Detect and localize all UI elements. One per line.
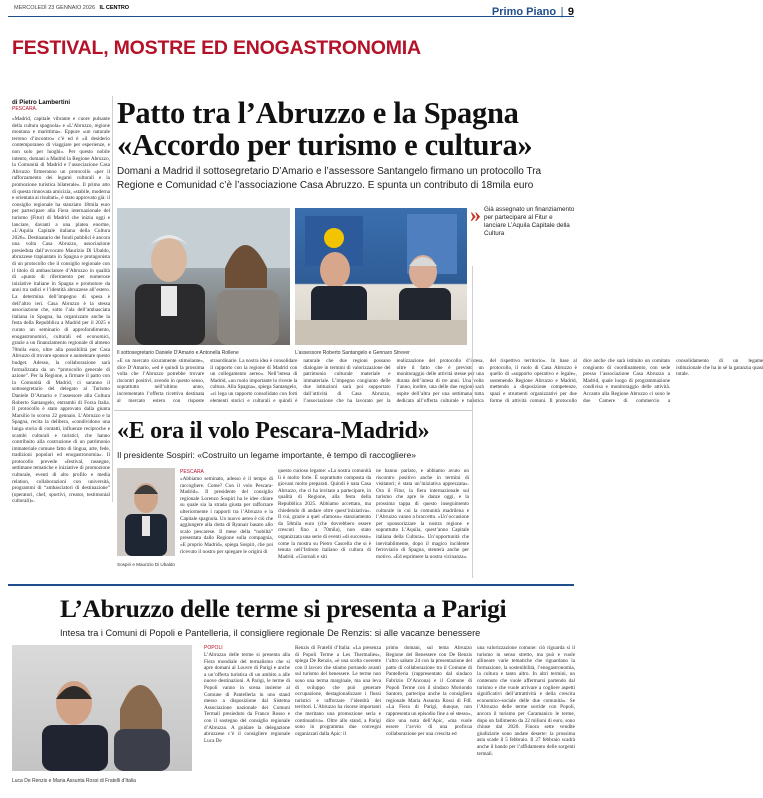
section-name: Primo Piano [491,6,557,18]
article-column-2: «E un mercato sicuramente stimolante», dice D’Amario, «ed è quindi la prossima volta che l’Abruzzo potrebbe trovare riscontri positivi, avendo in questo senso, soprattutto nell’ultimo anno, incrementato l’offerta ricettiva destinata al mercato estero con risposte straordinarie. La nostra idea è consolidare il rapporto con la regione di Madrid con un collegamento aereo». Nell’intesa di Madrid, «un ruolo importante lo riveste la cultura. Alla Spagna», spiega Santangelo, «ci lega un rapporto consolidato con forti elementi storici e culturali e quindi è naturale che due regioni possano dialogare in termini di valorizzazione del patrimonio culturale materiale e immateriale. L’impegno congiunto delle due istituzioni sarà poi supportato dall’attività di Casa Abruzzo, l’associazione che ha lavorato per la realizzazione del protocollo d’intesa, oltre il fatto che è previsto un monitoraggio delle attività stesse per una durata dell’intesa di tre anni. Una volta l’anno, inoltre, una delle due regioni sarà ospite dell’altra per una settimana tutta dedicata all’offerta culturale e turistica del rispettivo territorio». In base al protocollo, il ruolo di Casa Abruzzo è quello di «supporto operativo e legale», sostenendo Regione Abruzzo e Madrid, mettendo a disposizione competenze, spazi e strumenti organizzativi per due forme di attività comuni. Il protocollo dice anche che sarà istituito un comitato congiunto di coordinamento, con sede presso l’associazione Casa Abruzzo a Madrid, quale luogo di programmazione condivisa e monitoraggio delle attività. Accanto alla Regione Abruzzo ci sono le due Camere di commercio a consolidamento di un legame istituzionale che ha in sé la garanzia quasi totale. [117,358,763,404]
headline-line-2: «Accordo per turismo e cultura» [117,128,533,162]
column-divider [112,96,113,502]
article2-column-2: questo curioso legame: «La nostra comunità lì è molto forte. È soprattutto composta da giovani molto preparati. Quindi è nata Casa Abruzzo, che ci ha invitato a partecipare, in qualità di Regione, alla festa della Repubblica 2025. Abbiamo accettato, ma chiedendo di andare oltre quest’iniziativa». Il cui, grazie a quel «famoso» stanziamento da 58mila euro (che dovrebbero essere crescuti fino a 70mila), non stato organizzata una serie di eventi «di successo» come la mostra su Pietro Cascella che si è tenuta nell’Istituto italiano di cultura di Madrid. «Giornali e siti [278,468,371,560]
byline: di Pietro Lambertini [12,99,71,106]
photo-signing-shapes [295,208,467,345]
column-divider-right [472,266,473,578]
photo-damario-rollene [117,208,290,345]
dateline-2: PESCARA [180,469,204,475]
section-separator: | [560,6,564,18]
photo-de-renzis-shapes [12,645,192,771]
issue-date: MERCOLEDÌ 23 GENNAIO 2026 [14,5,96,11]
section-header [470,2,574,16]
photo-caption-2: L’assessore Roberto Santangelo e Gennaro Strever [295,350,410,356]
masthead-date [14,5,164,11]
section-banner: FESTIVAL, MOSTRE ED ENOGASTRONOMIA [12,37,421,59]
article3-column-1: L’Abruzzo delle terme si presenta alla Fiera mondiale del termalismo che si apre domani al Louvre di Parigi e anche a un’offerta turistica di un ambito a alle nuove destinazioni. A Parigi, le terme di Popoli vanno in scena insieme al Comune di Pantelleria in uno stand messo a disposizione dal Sistema Associazione nazionale dei Comuni Termali presieduto da Franco Rosso e con il sostegno del consiglio regionale d’Abruzzo. A guidare la delegazione abruzzese c’è il consigliere regionale Luca De [204,652,290,744]
masthead-rule [8,16,574,17]
newspaper-name: IL CENTRO [99,5,130,11]
photo-sospiri-di-ubaldo [117,468,175,556]
subhead-volo: Il presidente Sospiri: «Costruito un legame importante, è tempo di raccogliere» [117,450,417,460]
article3-column-2: Renzis di Fratelli d’Italia: «La presenza di Popoli Terme a Les Thermalies», spiega De Renzis, «è una scelta coerente con il lavoro che stiamo portando avanti sul turismo del benessere. Le terme non sono una terma marginale, ma una leva di sviluppo che può generare occupazione, destagionalizzare i flussi turistici e rafforzare l’identità dei territori. L’Abruzzo ha risorse importanti che meritano una promozione seria e continuativa». Oltre allo stand, a Parigi sono in programma due convegni organizzati dalla Apic: il [295,645,381,737]
dateline: PESCARA. [12,106,38,112]
subhead-patto: Domani a Madrid il sottosegretario D’Amario e l’assessore Santangelo firmano un protocollo Tra Regione e Comunidad c’è l’associazione Casa Abruzzo. E spunta un contributo di 18mila euro [117,166,542,191]
photo-sospiri-shapes [117,468,175,556]
photo-caption-1: Il sottosegretario Daniele D’Amario e Antonella Rollene [117,350,239,356]
article2-column-1: «Abbiamo seminato, adesso è il tempo di raccogliere. Come? Con il volo Pescara-Madrid». Il presidente del consiglio regionale Lorenzo Sospiri ha le idee chiare su quale sia la strada giusta per rafforzare ulteriormente i rapporti tra l’Abruzzo e la Capitale spagnola. Un nuovo aereo è ciò che aggiungere alla dotta di Ryanair basato allo scalo pescarese. Il mese della “nobiltà” presentata dallo Regione sulla compagnia, «E proprio Madrid», spiega Sospiri, che poi ricevuto il nostro per spiegare le origini di [180,476,273,555]
headline-volo: «E ora il volo Pescara-Madrid» [117,418,430,444]
pull-quote-mark-icon: » [470,202,481,227]
photo-de-renzis-rossi [12,645,192,771]
subhead-terme: Intesa tra i Comuni di Popoli e Pantelleria, il consigliere regionale De Renzis: si alle vacanze benessere [60,628,481,638]
photo-caption-4: Luca De Renzis e Maria Assunta Rossi di Fratelli d’Italia [12,778,136,784]
pull-quote-text: Già assegnato un finanziamento per partecipare al Fitur e lanciare L’Aquila Capitale della Cultura [484,206,575,237]
headline-patto [117,97,577,161]
article3-column-4: una valorizzazione comune: ciò riguarda sì il turismo in senso stretto, ma può e vuole allineare varie tematiche che riguardano la formazione, la sostenibilità, l’enogastronomia, la cultura e tanto altro. In altri termini, un contenuto che vuole affermarsi partendo dal turismo e che vuole arrivare a cogliere aspetti significativi dell’attrattività e della crescita economico-sociale delle due comunità». Se l’Abruzzo delle terme sorride con Popoli, ancora il turismo per Caramanico le terme, dopo un fallimento da 22 milioni di euro, sono chiuse dal 2020. Finora sette vendite giudiziarie sono andate deserte: la prossima asta scade il 5 febbraio. Il 27 febbraio scadrà anche il bando per l’affidamento delle sorgenti termali. [477,645,575,757]
article-column-1: «Madrid, capitale vibrante e cuore pulsante della cultura spagnola» e «L’Abruzzo, regione montana e marittima». Eppure «un naturale terreno d’incontro» c’è ed è «il desiderio contemporaneo di viaggiare per esperienze, e non solo per luoghi». Per questo nobile intento, domani a Madrid la Regione Abruzzo, la Comunità di Madrid e l’associazione Casa Abruzzo firmeranno un protocollo «per il rafforzamento dei legami culturali e la promozione turistica bilaterale». Il primo atto di questa rinnovata amicizia, «stabile, moderna e orientata ai risultati», è stato approvato già: il consiglio regionale ha stanziato 18mila euro per partecipare alla Fiera internazionale del turismo (Fitur) di Madrid che inizia oggi e lanciare, davanti a una platea enorme, «L’Aquila Capitale italiana della Cultura 2026». Destinatario dei fondi pubblici è ancora una volta Casa Abruzzo, associazione presieduta dall’avvocato Maurizio Di Ubaldo, abruzzese trapiantato in Spagna e protagonista di un protocollo che il consiglio regionale con il titolo di ambasciatore d’Abruzzo in qualità di «punto di riferimento per numerose iniziative italiane in Spagna e promotore da anni tra radici e l’identità abruzzese all’estero. La determina dell’impegno di spesa è dell’altro ieri. Casa Abruzzo è la stessa associazione che, sotto l’ala dell’ambasciata italiana in Spagna, ha organizzato anche la festa della Repubblica a Madrid per il 2025 e curato un seminario di approfondimento, enogastronomici, culturali ed economici, grazie a un finanziamento regionale di almeno 70mila euro, oltre alla possibilità per Casa Abruzzo di trovare sponsor e aumentare questo budget. Adesso, la collaborazione sarà formalizzata da un “protocollo generale di azione”. Per la Regione, a firmare il patto con la Comunità di Madrid, ci saranno il sottosegretario del delegato al Turismo Daniele D’Amario e l’assessore alla Cultura Roberto Santangelo, entrambi di Forza Italia. Il protocollo è stato approvato dalla giunta Marsilio lo scorso 22 gennaio. L’Abruzzo e la Spagna, recita la delibera, «condividono una lunga storia di contatti, influenze reciproche e scambi culturali e turistici, che hanno contribuito alla costruzione di un patrimonio immateriale comune fatto di lingua, arte, fede, tradizioni popolari ed enogastronomia». Il protocollo prevede «festival, rassegne, settimane tematiche e iniziative di promozione culturale, eventi di alto profilo e media relation, collaborazioni con università, programmi di “ambasciatori di destinazione” (operatori, chef, sportivi, creator, testimonial culturali)». [12,116,110,505]
pull-quote [470,202,576,266]
photo-caption-3: Sospiri e Maurizio Di Ubaldo [117,562,175,567]
article-divider-2 [8,584,574,586]
photo-people-shapes [117,208,290,345]
headline-line-1: Patto tra l’Abruzzo e la Spagna [117,96,519,130]
photo-santangelo-strever [295,208,467,345]
article3-column-3: primo domani, sul tema Abruzzo Regione del Benessere con De Renzis l’altro sabato 24 con la presentazione del patto di collaborazione tra il Comune di Pantelleria (rappresentato dal sindaco Fabrizio D’Ancona) e il Comune di Popoli Terme con il sindaco Moriondo Santoro, partecipa anche la consigliera regionale Maria Assunta Rossi di FdI. «La Fiera di Parigi, dunque, non rappresenta un episodio fine a sé stesso», dice una nota dell’Apic, «ma vuole essere l’avvio di una proficua collaborazione per una crescita ed [386,645,472,737]
headline-terme: L’Abruzzo delle terme si presenta a Parigi [60,594,507,623]
dateline-3: POPOLI [204,645,223,651]
page-number: 9 [567,6,574,18]
article2-column-3: ne hanno parlato, e abbiamo avuto un riscontro positivo anche in termini di visitatori; è stata un’iniziativa apprezzata». Ora il Fitur, la fiera internazionale sul turismo che apre le danze oggi, e la prossima tappa di questo inseguimento culturale in cui la comunità madrilena e l’Abruzzo vanno a braccetto. «Un’occasione per sponsorizzare la nostra regione e soprattutto L’Aquila, quest’anno Capitale italiana della Cultura». Un’opportunità che inevitabilmente, dopo il magico incidente ferroviario di Spagna, stenterà anche per motivo. «Ed esprimere la nostra vicinanza». [376,468,469,560]
article-divider-1 [114,410,472,411]
